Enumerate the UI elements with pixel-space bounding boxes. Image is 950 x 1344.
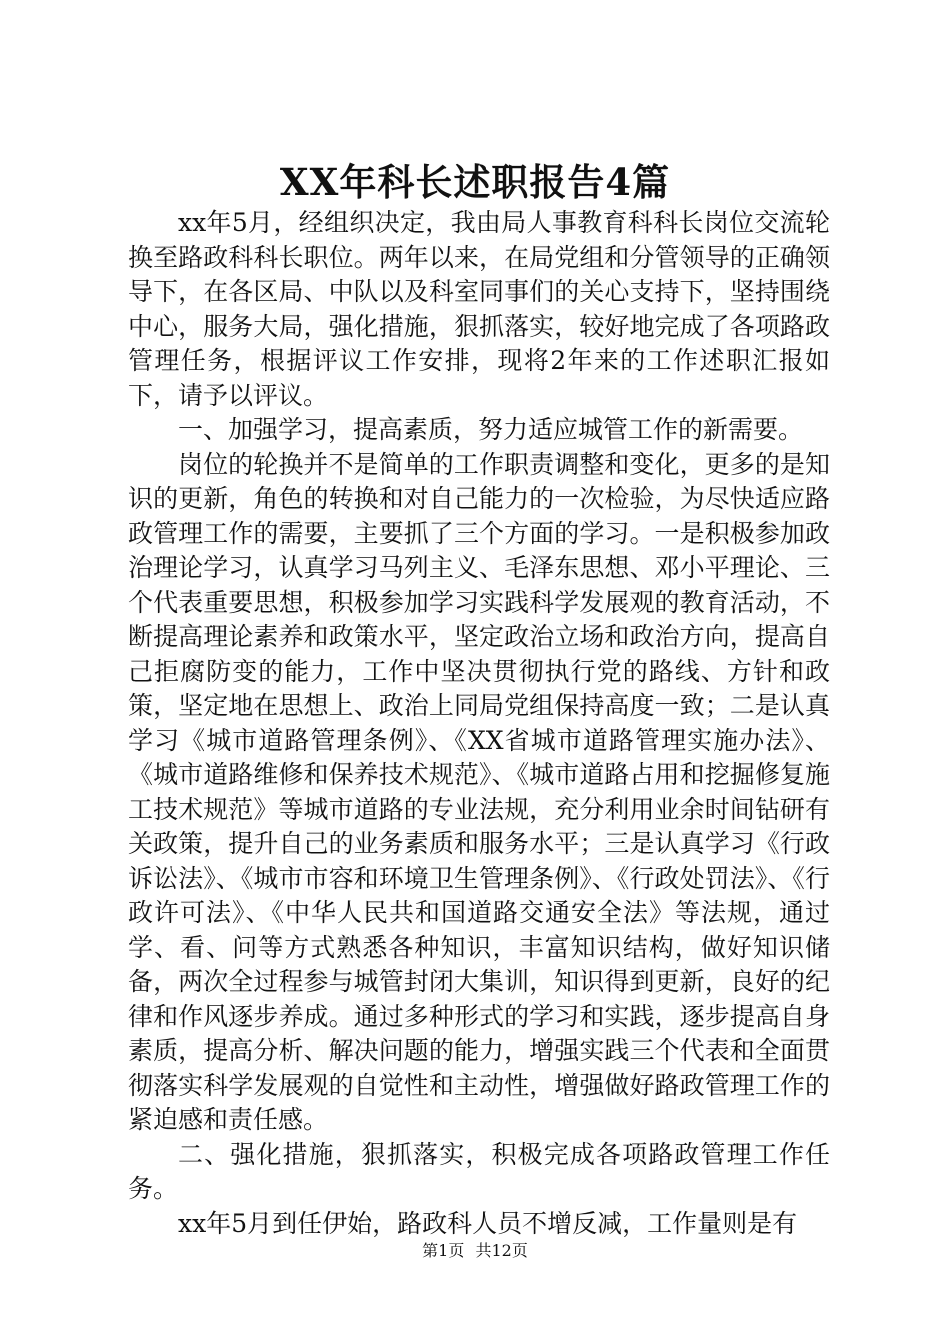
page-number: 第1页 <box>422 1241 465 1260</box>
paragraph-continued: xx年5月到任伊始，路政科人员不增反减，工作量则是有 <box>178 1208 798 1238</box>
paragraph-intro: xx年5月，经组织决定，我由局人事教育科科长岗位交流轮换至路政科科长职位。两年以来，在局党组和分管领导的正确领导下，在各区局、中队以及科室同事们的关心支持下，坚持围绕中心，服务大局，强化措施，狠抓落实，较好地完成了各项路政管理任务，根据评议工作安排，现将2年来的工作述职汇报如下，请予以评议。 <box>128 208 830 410</box>
page-footer <box>0 1240 950 1262</box>
paragraph-study: 岗位的轮换并不是简单的工作职责调整和变化，更多的是知识的更新，角色的转换和对自己能力的一次检验，为尽快适应路政管理工作的需要，主要抓了三个方面的学习。一是积极参加政治理论学习，认真学习马列主义、毛泽东思想、邓小平理论、三个代表重要思想，积极参加学习实践科学发展观的教育活动，不断提高理论素养和政策水平，坚定政治立场和政治方向，提高自己拒腐防变的能力，工作中坚决贯彻执行党的路线、方针和政策，坚定地在思想上、政治上同局党组保持高度一致；二是认真学习《城市道路管理条例》、《XX省城市道路管理实施办法》、《城市道路维修和保养技术规范》、《城市道路占用和挖掘修复施工技术规范》等城市道路的专业法规，充分利用业余时间钻研有关政策，提升自己的业务素质和服务水平；三是认真学习《行政诉讼法》、《城市市容和环境卫生管理条例》、《行政处罚法》、《行政许可法》、《中华人民共和国道路交通安全法》等法规，通过学、看、问等方式熟悉各种知识，丰富知识结构，做好知识储备，两次全过程参与城管封闭大集训，知识得到更新，良好的纪律和作风逐步养成。通过多种形式的学习和实践，逐步提高自身素质，提高分析、解决问题的能力，增强实践三个代表和全面贯彻落实科学发展观的自觉性和主动性，增强做好路政管理工作的紧迫感和责任感。 <box>128 449 830 1134</box>
document-body <box>128 206 830 1241</box>
section-heading-2: 二、强化措施，狠抓落实，积极完成各项路政管理工作任务。 <box>128 1139 830 1203</box>
document-title: XX年科长述职报告4篇 <box>279 160 671 204</box>
page-total: 共12页 <box>475 1241 528 1260</box>
section-heading-1: 一、加强学习，提高素质，努力适应城管工作的新需要。 <box>178 415 804 444</box>
